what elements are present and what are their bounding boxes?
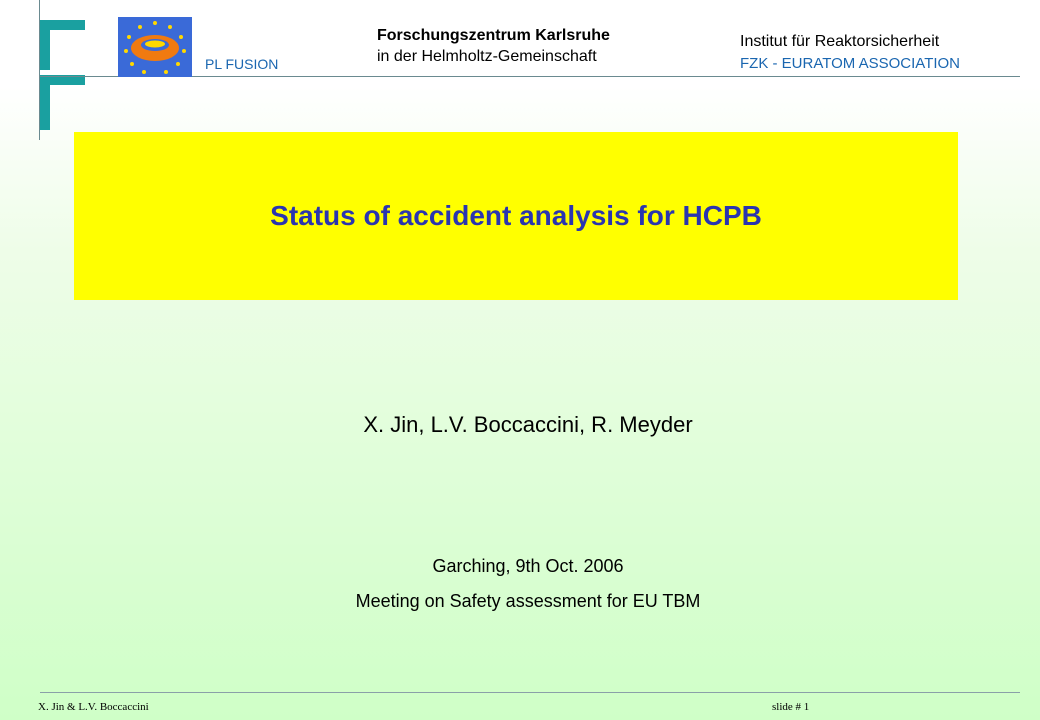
authors: X. Jin, L.V. Boccaccini, R. Meyder [363, 412, 693, 437]
institution-subtitle: in der Helmholtz-Gemeinschaft [377, 48, 597, 65]
slide-title: Status of accident analysis for HCPB [270, 200, 762, 231]
meeting-name: Meeting on Safety assessment for EU TBM [355, 591, 701, 611]
institution-name: Forschungszentrum Karlsruhe [377, 27, 610, 44]
pl-fusion-label: PL FUSION [205, 56, 279, 72]
place-date: Garching, 9th Oct. 2006 [432, 556, 624, 576]
institute-name: Institut für Reaktorsicherheit [740, 33, 940, 50]
slide-number: slide # 1 [772, 701, 810, 713]
eu-fusion-logo-icon [118, 17, 192, 77]
bracket-bottom-vertical [40, 75, 50, 130]
footer-rule [40, 692, 1020, 693]
title-box [74, 132, 958, 300]
bracket-top-vertical [40, 20, 50, 70]
footer-authors: X. Jin & L.V. Boccaccini [38, 701, 149, 713]
association-name: FZK - EURATOM ASSOCIATION [740, 55, 961, 72]
